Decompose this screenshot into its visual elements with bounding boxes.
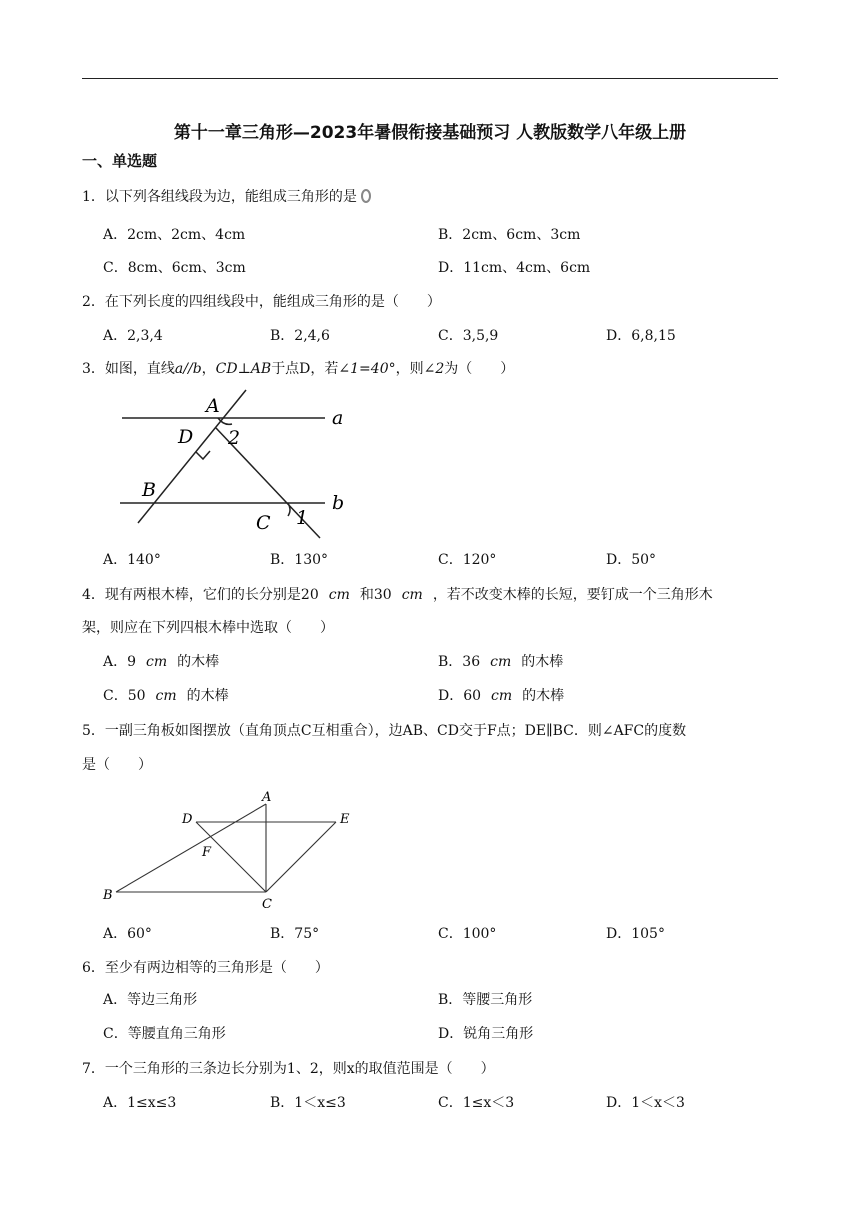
q6-option-a[interactable]: A．等边三角形	[103, 992, 198, 1008]
q2-option-b[interactable]: B．2,4,6	[270, 328, 330, 344]
label-F: F	[202, 845, 212, 860]
segment-ec	[266, 822, 336, 892]
q1-option-a[interactable]: A．2cm、2cm、4cm	[103, 227, 246, 243]
label-B: B	[142, 479, 156, 501]
q4-option-d[interactable]: D．60 cm 的木棒	[438, 688, 565, 704]
right-angle-mark	[196, 451, 210, 459]
question-1-stem: 1．以下列各组线段为边，能组成三角形的是	[82, 187, 371, 207]
label-C: C	[262, 897, 272, 908]
q7-option-c[interactable]: C．1≤x＜3	[438, 1095, 515, 1111]
paren-glyph-icon	[361, 189, 371, 203]
label-A: A	[262, 790, 272, 805]
label-1: 1	[296, 507, 309, 529]
q4-option-c[interactable]: C．50 cm 的木棒	[103, 688, 229, 704]
question-2-stem: 2．在下列长度的四组线段中，能组成三角形的是（ ）	[82, 294, 441, 310]
section-heading: 一、单选题	[82, 152, 158, 170]
angle-1-arc	[288, 503, 290, 516]
question-3-stem: 3．如图，直线a//b，CD⊥AB于点D，若∠1=40°，则∠2为（ ）	[82, 361, 515, 377]
q3-option-a[interactable]: A．140°	[103, 552, 161, 568]
q3-option-b[interactable]: B．130°	[270, 552, 329, 568]
q2-option-d[interactable]: D．6,8,15	[606, 328, 676, 344]
q1-option-b[interactable]: B．2cm、6cm、3cm	[438, 227, 581, 243]
q3-option-c[interactable]: C．120°	[438, 552, 497, 568]
label-E: E	[340, 812, 350, 827]
math-angle-2: ∠2	[423, 361, 445, 377]
q5-option-a[interactable]: A．60°	[103, 926, 152, 942]
question-4-stem: 4．现有两根木棒，它们的长分别是20 cm 和30 cm ，若不改变木棒的长短，要钉成一个三角形木	[82, 587, 713, 603]
label-C: C	[256, 512, 271, 534]
label-B: B	[103, 888, 113, 903]
q6-option-d[interactable]: D．锐角三角形	[438, 1026, 534, 1042]
q3-option-d[interactable]: D．50°	[606, 552, 657, 568]
label-a: a	[332, 407, 344, 429]
math-perpendicular: CD⊥AB	[215, 361, 272, 377]
label-b: b	[332, 492, 345, 514]
label-2: 2	[228, 427, 241, 449]
question-7-stem: 7．一个三角形的三条边长分别为1、2，则x的取值范围是（ ）	[82, 1061, 495, 1077]
label-A: A	[206, 395, 220, 417]
q5-option-d[interactable]: D．105°	[606, 926, 665, 942]
q2-option-a[interactable]: A．2,3,4	[103, 328, 163, 344]
q4-option-b[interactable]: B．36 cm 的木棒	[438, 654, 564, 670]
q5-option-b[interactable]: B．75°	[270, 926, 320, 942]
q7-option-d[interactable]: D．1＜x＜3	[606, 1095, 685, 1111]
q2-option-c[interactable]: C．3,5,9	[438, 328, 499, 344]
label-D: D	[178, 426, 194, 448]
q6-option-b[interactable]: B．等腰三角形	[438, 992, 533, 1008]
question-4-cont: 架，则应在下列四根木棒中选取（ ）	[82, 620, 334, 636]
label-D: D	[182, 812, 193, 827]
q1-option-c[interactable]: C．8cm、6cm、3cm	[103, 260, 246, 276]
q5-option-c[interactable]: C．100°	[438, 926, 497, 942]
q4-option-a[interactable]: A．9 cm 的木棒	[103, 654, 220, 670]
math-angle-1: ∠1=40°	[338, 361, 396, 377]
q6-option-c[interactable]: C．等腰直角三角形	[103, 1026, 226, 1042]
figure-parallel-lines	[110, 388, 360, 548]
figure-set-squares	[100, 788, 370, 908]
header-rule	[82, 78, 778, 79]
math-parallel: a//b	[174, 361, 202, 377]
q7-option-a[interactable]: A．1≤x≤3	[103, 1095, 177, 1111]
question-5-cont: 是（ ）	[82, 757, 152, 773]
q1-option-d[interactable]: D．11cm、4cm、6cm	[438, 260, 591, 276]
page-title: 第十一章三角形—2023年暑假衔接基础预习 人教版数学八年级上册	[173, 123, 687, 143]
q7-option-b[interactable]: B．1＜x≤3	[270, 1095, 346, 1111]
question-6-stem: 6．至少有两边相等的三角形是（ ）	[82, 960, 329, 976]
angle-2-arc	[218, 418, 232, 424]
question-5-stem: 5．一副三角板如图摆放（直角顶点C互相重合），边AB、CD交于F点；DE∥BC．则∠AFC的度数	[82, 723, 687, 739]
